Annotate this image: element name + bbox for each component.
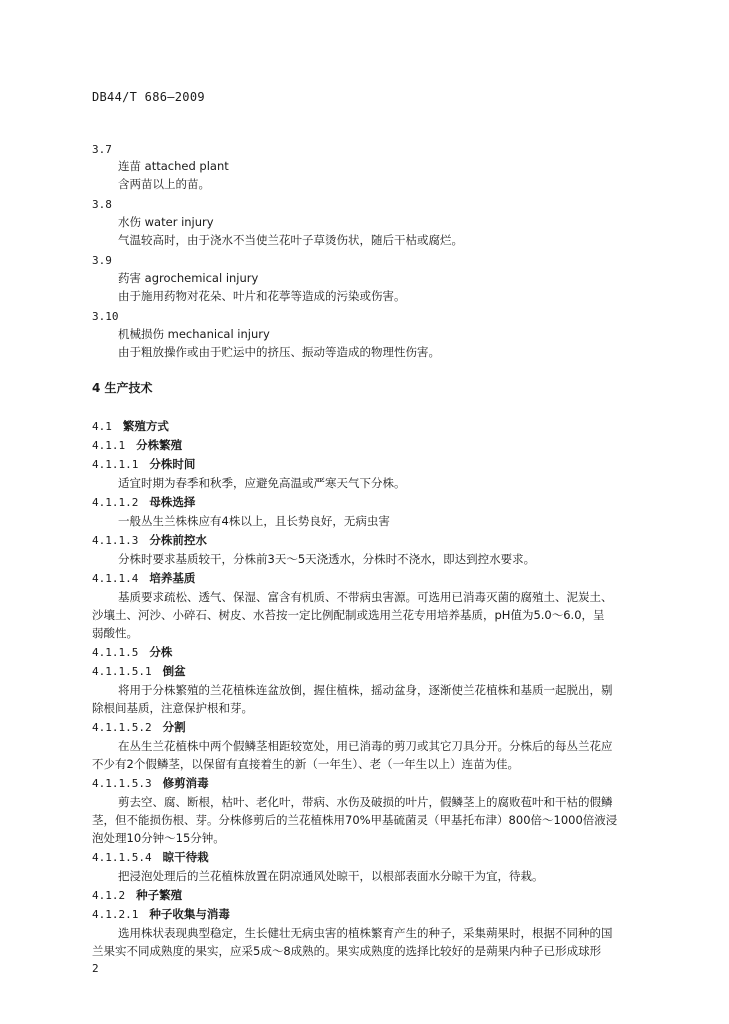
standard-code-header: DB44/T 686—2009 <box>92 90 205 104</box>
term-title: 水伤 water injury <box>118 215 214 229</box>
term-title: 药害 agrochemical injury <box>118 271 259 285</box>
term-title: 连苗 attached plant <box>118 159 229 173</box>
section-heading: 4 生产技术 <box>92 381 153 395</box>
clause-title: 修剪消毒 <box>162 776 209 790</box>
paragraph-line: 在丛生兰花植株中两个假鳞茎相距较宽处，用已消毒的剪刀或其它刀具分开。分株后的每丛兰花应 <box>118 739 613 753</box>
clause-number: 4.1.1 <box>92 439 126 452</box>
paragraph-line: 不少有2个假鳞茎，以保留有直接着生的新（一年生）、老（一年生以上）连苗为佳。 <box>92 757 520 771</box>
paragraph-line: 剪去空、腐、断根，枯叶、老化叶，带病、水伤及破损的叶片，假鳞茎上的腐败苞叶和干枯的假鳞 <box>118 795 613 809</box>
subsection-heading <box>92 663 186 680</box>
clause-number: 4.1.1.5.1 <box>92 665 152 678</box>
clause-number: 4.1.1.1 <box>92 458 139 471</box>
paragraph-line: 沙壤土、河沙、小碎石、树皮、水苔按一定比例配制或选用兰花专用培养基质，pH值为5.0～6.0，呈 <box>92 608 605 622</box>
clause-title: 倒盆 <box>162 664 186 678</box>
paragraph-line: 将用于分株繁殖的兰花植株连盆放倒，握住植株，摇动盆身，逐渐使兰花植株和基质一起脱出，剔 <box>118 683 613 697</box>
clause-number: 4.1.1.3 <box>92 534 139 547</box>
term-definition: 含两苗以上的苗。 <box>118 177 210 191</box>
paragraph: 分株时要求基质较干，分株前3天～5天浇透水，分株时不浇水，即达到控水要求。 <box>118 552 536 566</box>
term-definition: 气温较高时，由于浇水不当使兰花叶子草烫伤状，随后干枯或腐烂。 <box>118 233 463 247</box>
subsection-heading <box>92 494 195 511</box>
clause-title: 分株时间 <box>149 457 196 471</box>
clause-number: 4.1 <box>92 420 112 433</box>
clause-number: 4.1.2 <box>92 889 126 902</box>
paragraph-line: 基质要求疏松、透气、保湿、富含有机质、不带病虫害源。可选用已消毒灭菌的腐殖土、泥炭土、 <box>118 590 613 604</box>
paragraph-line: 泡处理10分钟～15分钟。 <box>92 831 225 845</box>
term-definition: 由于粗放操作或由于贮运中的挤压、振动等造成的物理性伤害。 <box>118 345 440 359</box>
paragraph-line: 除根间基质，注意保护根和芽。 <box>92 701 253 715</box>
paragraph: 把浸泡处理后的兰花植株放置在阴凉通风处晾干，以根部表面水分晾干为宜，待栽。 <box>118 869 544 883</box>
clause-number: 4.1.1.4 <box>92 572 139 585</box>
clause-number: 4.1.2.1 <box>92 908 139 921</box>
subsection-heading <box>92 906 230 923</box>
clause-number: 3.10 <box>92 310 119 323</box>
clause-number: 4.1.1.5.2 <box>92 721 152 734</box>
paragraph-line: 茎，但不能损伤根、芽。分株修剪后的兰花植株用70%甲基硫菌灵（甲基托布津）800倍～1000倍液浸 <box>92 813 618 827</box>
term-definition: 由于施用药物对花朵、叶片和花葶等造成的污染或伤害。 <box>118 289 406 303</box>
clause-title: 分株繁殖 <box>136 438 183 452</box>
subsection-heading <box>92 418 169 435</box>
subsection-heading <box>92 456 195 473</box>
subsection-heading <box>92 719 186 736</box>
clause-title: 种子收集与消毒 <box>149 907 230 921</box>
subsection-heading <box>92 775 209 792</box>
subsection-heading <box>92 887 182 904</box>
clause-number: 4.1.1.5.4 <box>92 851 152 864</box>
term-title: 机械损伤 mechanical injury <box>118 327 270 341</box>
clause-title: 分株前控水 <box>149 533 207 547</box>
subsection-heading <box>92 437 182 454</box>
paragraph: 适宜时期为春季和秋季，应避免高温或严寒天气下分株。 <box>118 476 406 490</box>
clause-number: 4.1.1.2 <box>92 496 139 509</box>
clause-title: 母株选择 <box>149 495 196 509</box>
page-number: 2 <box>92 962 99 975</box>
clause-number: 3.9 <box>92 254 112 267</box>
clause-title: 培养基质 <box>149 571 196 585</box>
clause-number: 4.1.1.5.3 <box>92 777 152 790</box>
clause-title: 分割 <box>162 720 186 734</box>
clause-title: 分株 <box>149 645 173 659</box>
subsection-heading <box>92 532 207 549</box>
paragraph-line: 弱酸性。 <box>92 626 138 640</box>
clause-number: 3.8 <box>92 198 112 211</box>
paragraph-line: 兰果实不同成熟度的果实，应采5成～8成熟的。果实成熟度的选择比较好的是蒴果内种子已形成球形 <box>92 944 602 958</box>
clause-title: 繁殖方式 <box>122 419 169 433</box>
clause-number: 4.1.1.5 <box>92 646 139 659</box>
clause-title: 种子繁殖 <box>136 888 183 902</box>
paragraph: 一般丛生兰株株应有4株以上，且长势良好，无病虫害 <box>118 514 390 528</box>
clause-number: 3.7 <box>92 143 112 156</box>
subsection-heading <box>92 570 195 587</box>
subsection-heading <box>92 644 172 661</box>
clause-title: 晾干待栽 <box>162 850 209 864</box>
paragraph-line: 选用株状表现典型稳定，生长健壮无病虫害的植株繁育产生的种子，采集蒴果时，根据不同种的国 <box>118 926 613 940</box>
subsection-heading <box>92 849 209 866</box>
